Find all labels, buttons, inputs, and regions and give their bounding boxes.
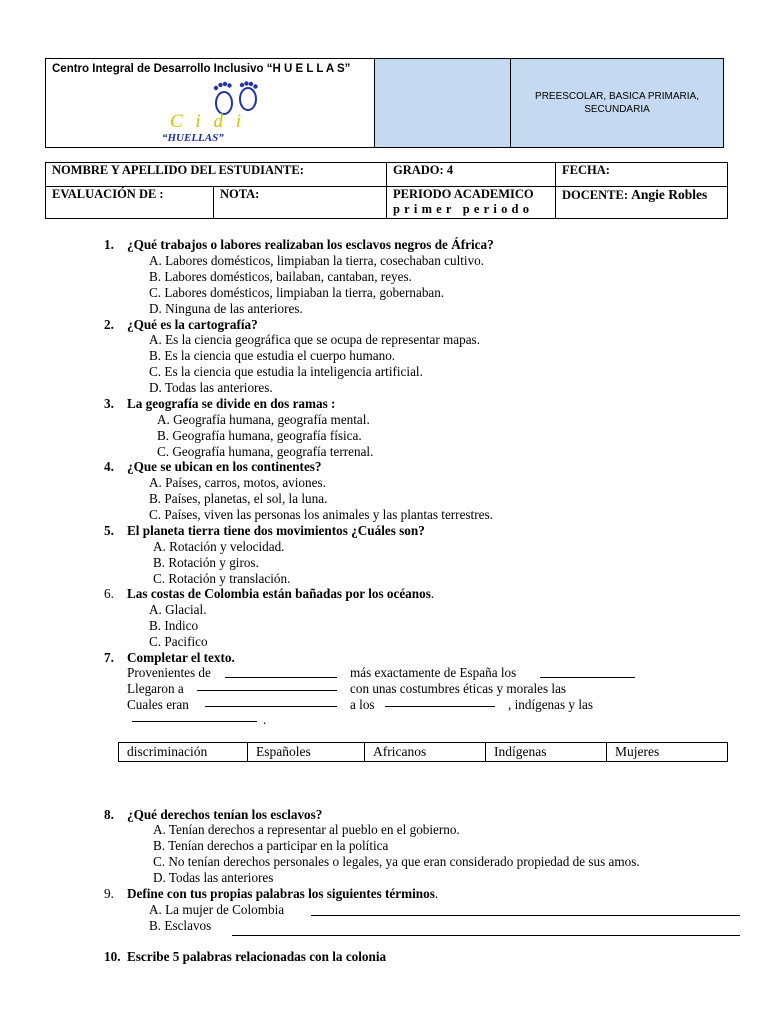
q4-option[interactable]: B. Países, planetas, el sol, la luna. — [149, 491, 328, 506]
word-bank-cell: discriminación — [119, 743, 248, 762]
q2-option[interactable]: A. Es la ciencia geográfica que se ocupa de representar mapas. — [149, 332, 480, 347]
q7-fill-text: , indígenas y las — [508, 697, 593, 712]
q5-option[interactable]: C. Rotación y translación. — [153, 571, 291, 586]
score-label: NOTA: — [220, 187, 260, 201]
q6-number: 6. — [104, 586, 114, 601]
q9-answer-line[interactable] — [232, 935, 740, 936]
q9-option: B. Esclavos — [149, 918, 212, 933]
word-bank-cell: Españoles — [248, 743, 365, 762]
q10-text: Escribe 5 palabras relacionadas con la colonia — [127, 949, 387, 964]
student-name-label: NOMBRE Y APELLIDO DEL ESTUDIANTE: — [52, 163, 304, 177]
q6-text-content: Las costas de Colombia están bañadas por los océanos — [127, 586, 431, 601]
q8-option[interactable]: D. Todas las anteriores — [153, 870, 274, 885]
header-levels-cell — [511, 59, 723, 147]
q1-option[interactable]: D. Ninguna de las anteriores. — [149, 301, 303, 316]
period-label: PERIODO ACADEMICO — [393, 187, 534, 201]
q4-number: 4. — [104, 459, 114, 474]
q4-option[interactable]: A. Países, carros, motos, aviones. — [149, 475, 326, 490]
evaluation-label: EVALUACIÓN DE : — [52, 187, 164, 201]
q1-option[interactable]: B. Labores domésticos, bailaban, cantaban, reyes. — [149, 269, 412, 284]
period-field — [387, 187, 556, 219]
q7-word-bank — [118, 742, 728, 762]
q6-text: Las costas de Colombia están bañadas por los océanos. — [127, 586, 435, 601]
q5-option[interactable]: A. Rotación y velocidad. — [153, 539, 285, 554]
grade-score-field[interactable] — [214, 187, 387, 219]
q8-option[interactable]: A. Tenían derechos a representar al pueblo en el gobierno. — [153, 822, 460, 837]
q5-number: 5. — [104, 523, 114, 538]
q9-number: 9. — [104, 886, 114, 901]
q3-option[interactable]: C. Geografía humana, geografía terrenal. — [157, 444, 374, 459]
q7-fill-text: Llegaron a — [127, 681, 184, 696]
q6-option[interactable]: B. Indico — [149, 618, 199, 633]
q2-number: 2. — [104, 317, 114, 332]
teacher-name: Angie Robles — [631, 187, 708, 202]
q5-option[interactable]: B. Rotación y giros. — [153, 555, 259, 570]
evaluation-field[interactable] — [46, 187, 214, 219]
q8-number: 8. — [104, 807, 114, 822]
q9-text: Define con tus propias palabras los siguientes términos. — [127, 886, 439, 901]
q1-option[interactable]: A. Labores domésticos, limpiaban la tierra, cosechaban cultivo. — [149, 253, 485, 268]
q7-blank-line[interactable] — [225, 677, 337, 678]
q8-text: ¿Qué derechos tenían los esclavos? — [127, 807, 323, 822]
q2-option[interactable]: C. Es la ciencia que estudia la inteligencia artificial. — [149, 364, 423, 379]
q2-option[interactable]: D. Todas las anteriores. — [149, 380, 273, 395]
date-label: FECHA: — [562, 163, 610, 177]
q9-option: A. La mujer de Colombia — [149, 902, 285, 917]
q9-answer-line[interactable] — [311, 915, 740, 916]
q8-option[interactable]: C. No tenían derechos personales o legales, ya que eran considerado propiedad de sus amos. — [153, 854, 640, 869]
q10-number: 10. — [104, 949, 121, 964]
date-field[interactable] — [556, 163, 728, 187]
teacher-label: DOCENTE: — [562, 188, 628, 202]
q3-text: La geografía se divide en dos ramas : — [127, 396, 336, 411]
q6-option[interactable]: A. Glacial. — [149, 602, 207, 617]
header-school-cell — [46, 59, 375, 147]
q1-number: 1. — [104, 237, 114, 252]
grade-field[interactable] — [387, 163, 556, 187]
q7-blank-line[interactable] — [132, 721, 257, 722]
school-levels: PREESCOLAR, BASICA PRIMARIA, SECUNDARIA — [535, 91, 699, 115]
teacher-field — [556, 187, 728, 219]
q7-blank-line[interactable] — [385, 706, 495, 707]
word-bank-cell: Africanos — [365, 743, 486, 762]
q2-text: ¿Qué es la cartografía? — [127, 317, 258, 332]
word-bank-cell: Mujeres — [607, 743, 728, 762]
school-name: Centro Integral de Desarrollo Inclusivo “H U E L L A S” — [52, 63, 351, 75]
header-box — [45, 58, 724, 148]
logo-text: C i d i — [170, 111, 245, 132]
q6-option[interactable]: C. Pacifico — [149, 634, 208, 649]
q7-blank-line[interactable] — [205, 706, 337, 707]
q4-option[interactable]: C. Países, viven las personas los animales y las plantas terrestres. — [149, 507, 493, 522]
q3-option[interactable]: A. Geografía humana, geografía mental. — [157, 412, 370, 427]
q2-option[interactable]: B. Es la ciencia que estudia el cuerpo humano. — [149, 348, 396, 363]
q3-number: 3. — [104, 396, 114, 411]
q7-fill-text: con unas costumbres éticas y morales las — [350, 681, 567, 696]
q3-option[interactable]: B. Geografía humana, geografía física. — [157, 428, 362, 443]
q7-blank-line[interactable] — [197, 690, 337, 691]
q7-blank-line[interactable] — [540, 677, 635, 678]
header-blank-cell — [375, 59, 511, 147]
q7-number: 7. — [104, 650, 114, 665]
grade-value: 4 — [446, 163, 454, 177]
q9-text-content: Define con tus propias palabras los siguientes términos — [127, 886, 435, 901]
q5-text: El planeta tierra tiene dos movimientos ¿Cuáles son? — [127, 523, 425, 538]
q7-fill-text: Cuales eran — [127, 697, 189, 712]
q1-option[interactable]: C. Labores domésticos, limpiaban la tierra, gobernaban. — [149, 285, 445, 300]
q4-text: ¿Que se ubican en los continentes? — [127, 459, 322, 474]
word-bank-cell: Indígenas — [486, 743, 607, 762]
q7-text: Completar el texto. — [127, 650, 235, 665]
logo-subtitle: “HUELLAS” — [162, 132, 224, 144]
q1-text: ¿Qué trabajos o labores realizaban los esclavos negros de África? — [127, 237, 494, 252]
period-value: primer periodo — [393, 202, 534, 216]
q7-fill-text: más exactamente de España los — [350, 665, 517, 680]
q7-fill-text: . — [263, 712, 267, 727]
student-name-field[interactable] — [46, 163, 387, 187]
student-info-table — [45, 162, 728, 219]
q8-option[interactable]: B. Tenían derechos a participar en la política — [153, 838, 389, 853]
q7-fill-text: a los — [350, 697, 375, 712]
grade-label: GRADO: — [393, 163, 444, 177]
q7-fill-text: Provenientes de — [127, 665, 211, 680]
